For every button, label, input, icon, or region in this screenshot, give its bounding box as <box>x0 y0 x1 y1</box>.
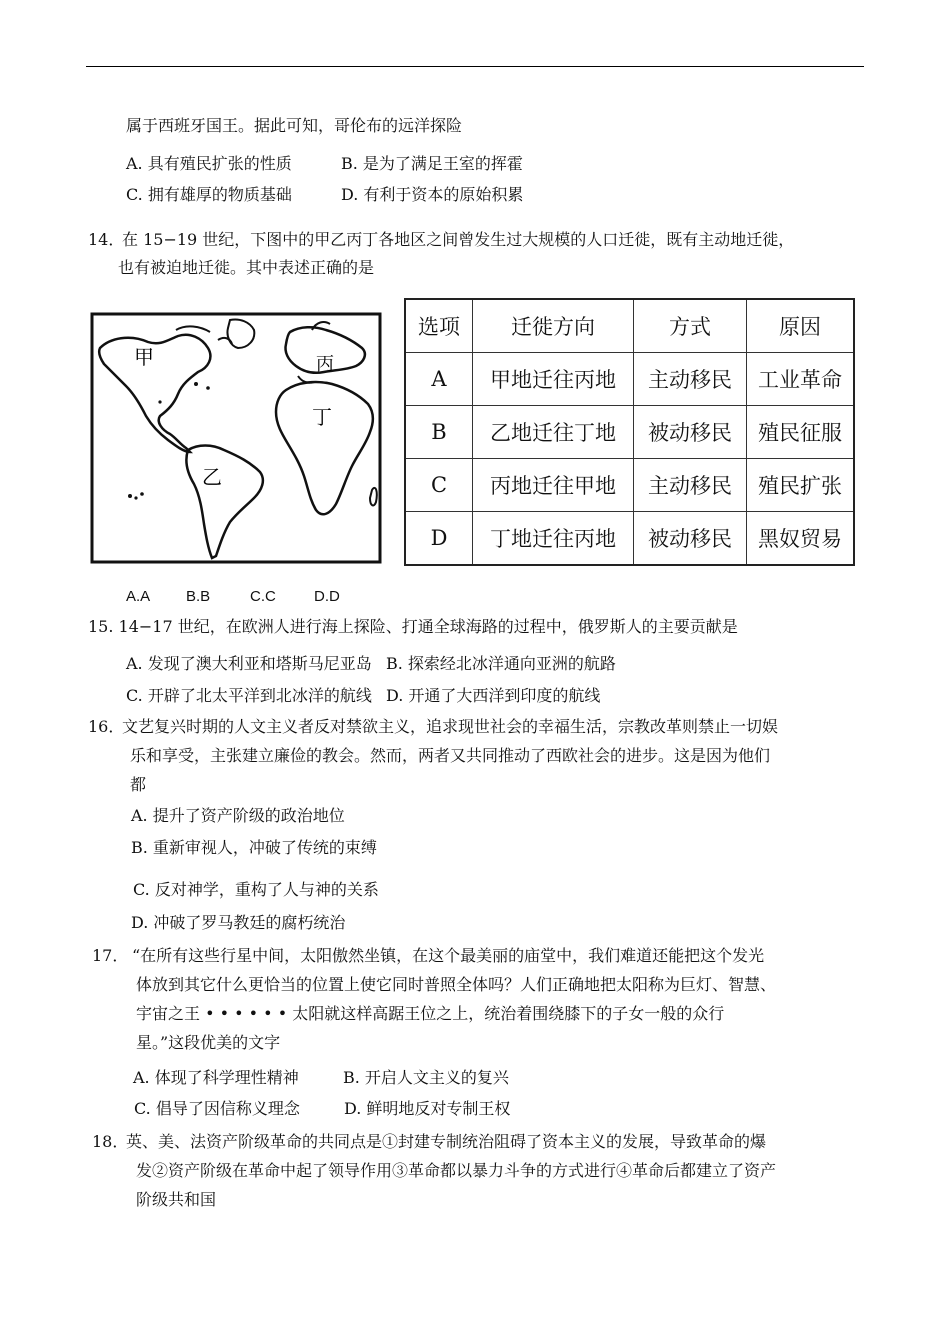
q18-stem-line2: 发②资产阶级在革命中起了领导作用③革命都以暴力斗争的方式进行④革命后都建立了资产 <box>136 1161 777 1180</box>
q14-option-d: D.D <box>314 588 340 605</box>
row-d-method: 被动移民 <box>634 512 747 565</box>
table-header-row <box>405 299 854 352</box>
q17-option-b: B. 开启人文主义的复兴 <box>343 1068 509 1087</box>
q17-option-d: D. 鲜明地反对专制王权 <box>344 1099 511 1118</box>
q13-option-b: B. 是为了满足王室的挥霍 <box>341 154 523 173</box>
row-c-option: C <box>405 459 473 512</box>
q15-stem: 15. 14−17 世纪，在欧洲人进行海上探险、打通全球海路的过程中，俄罗斯人的主要贡献是 <box>88 617 738 636</box>
q15-option-b: B. 探索经北冰洋通向亚洲的航路 <box>386 654 616 673</box>
q18-stem-line1: 英、美、法资产阶级革命的共同点是①封建专制统治阻碍了资本主义的发展，导致革命的爆 <box>126 1132 767 1151</box>
q14-stem-line1: 在 15−19 世纪，下图中的甲乙丙丁各地区之间曾发生过大规模的人口迁徙，既有主动地迁徙， <box>122 230 795 249</box>
header-method: 方式 <box>634 299 747 352</box>
q13-stem-tail: 属于西班牙国王。据此可知，哥伦布的远洋探险 <box>126 116 463 135</box>
q16-stem-line2: 乐和享受，主张建立廉俭的教会。然而，两者又共同推动了西欧社会的进步。这是因为他们 <box>130 746 771 765</box>
q17-option-a: A. 体现了科学理性精神 <box>133 1068 299 1087</box>
header-option: 选项 <box>405 299 473 352</box>
migration-table <box>404 298 855 566</box>
q14-number: 14． <box>88 230 125 249</box>
q14-stem-line2: 也有被迫地迁徙。其中表述正确的是 <box>118 258 375 277</box>
map-label-ding: 丁 <box>312 405 332 429</box>
row-d-option: D <box>405 512 473 565</box>
row-d-direction: 丁地迁往丙地 <box>473 512 634 565</box>
q16-number: 16． <box>88 717 125 736</box>
row-a-reason: 工业革命 <box>747 352 855 405</box>
header-direction: 迁徙方向 <box>473 299 634 352</box>
row-b-option: B <box>405 405 473 458</box>
q16-stem-line3: 都 <box>130 775 147 794</box>
q14-option-a: A.A <box>126 588 151 605</box>
table-row <box>405 459 854 512</box>
table-row <box>405 352 854 405</box>
q14-option-c: C.C <box>250 588 276 605</box>
q16-option-a: A. 提升了资产阶级的政治地位 <box>131 806 345 825</box>
q16-option-b: B. 重新审视人，冲破了传统的束缚 <box>131 838 377 857</box>
q18-number: 18． <box>92 1132 129 1151</box>
row-a-method: 主动移民 <box>634 352 747 405</box>
map-label-bing: 丙 <box>316 354 334 375</box>
row-d-reason: 黑奴贸易 <box>747 512 855 565</box>
q13-option-a: A. 具有殖民扩张的性质 <box>126 154 292 173</box>
row-a-direction: 甲地迁往丙地 <box>473 352 634 405</box>
q16-option-c: C. 反对神学，重构了人与神的关系 <box>133 880 379 899</box>
q17-number: 17． <box>92 946 129 965</box>
header-reason: 原因 <box>747 299 855 352</box>
q18-stem-line3: 阶级共和国 <box>136 1190 217 1209</box>
row-c-reason: 殖民扩张 <box>747 459 855 512</box>
q17-option-c: C. 倡导了因信称义理念 <box>134 1099 300 1118</box>
row-b-reason: 殖民征服 <box>747 405 855 458</box>
q17-stem-line4: 星。”这段优美的文字 <box>136 1033 281 1052</box>
q14-option-b: B.B <box>186 588 211 605</box>
row-c-method: 主动移民 <box>634 459 747 512</box>
q17-stem-line2: 体放到其它什么更恰当的位置上使它同时普照全体吗？人们正确地把太阳称为巨灯、智慧、 <box>136 975 777 994</box>
map-label-yi: 乙 <box>202 465 222 489</box>
row-b-method: 被动移民 <box>634 405 747 458</box>
q16-option-d: D. 冲破了罗马教廷的腐朽统治 <box>131 913 346 932</box>
q15-option-a: A. 发现了澳大利亚和塔斯马尼亚岛 <box>126 654 372 673</box>
q15-option-c: C. 开辟了北太平洋到北冰洋的航线 <box>126 686 372 705</box>
table-row <box>405 512 854 565</box>
q17-stem-line1: “在所有这些行星中间，太阳傲然坐镇，在这个最美丽的庙堂中，我们难道还能把这个发光 <box>132 946 765 965</box>
q13-option-c: C. 拥有雄厚的物质基础 <box>126 185 292 204</box>
q15-option-d: D. 开通了大西洋到印度的航线 <box>386 686 601 705</box>
q16-stem-line1: 文艺复兴时期的人文主义者反对禁欲主义，追求现世社会的幸福生活，宗教改革则禁止一切娱 <box>122 717 779 736</box>
row-c-direction: 丙地迁往甲地 <box>473 459 634 512</box>
q17-stem-line3: 宇宙之王 • • • • • • 太阳就这样高踞王位之上，统治着围绕膝下的子女一般的众行 <box>136 1004 725 1023</box>
world-map <box>90 312 382 564</box>
row-b-direction: 乙地迁往丁地 <box>473 405 634 458</box>
row-a-option: A <box>405 352 473 405</box>
q13-option-d: D. 有利于资本的原始积累 <box>341 185 524 204</box>
table-row <box>405 405 854 458</box>
map-label-jia: 甲 <box>134 345 154 369</box>
header-rule <box>86 66 864 67</box>
